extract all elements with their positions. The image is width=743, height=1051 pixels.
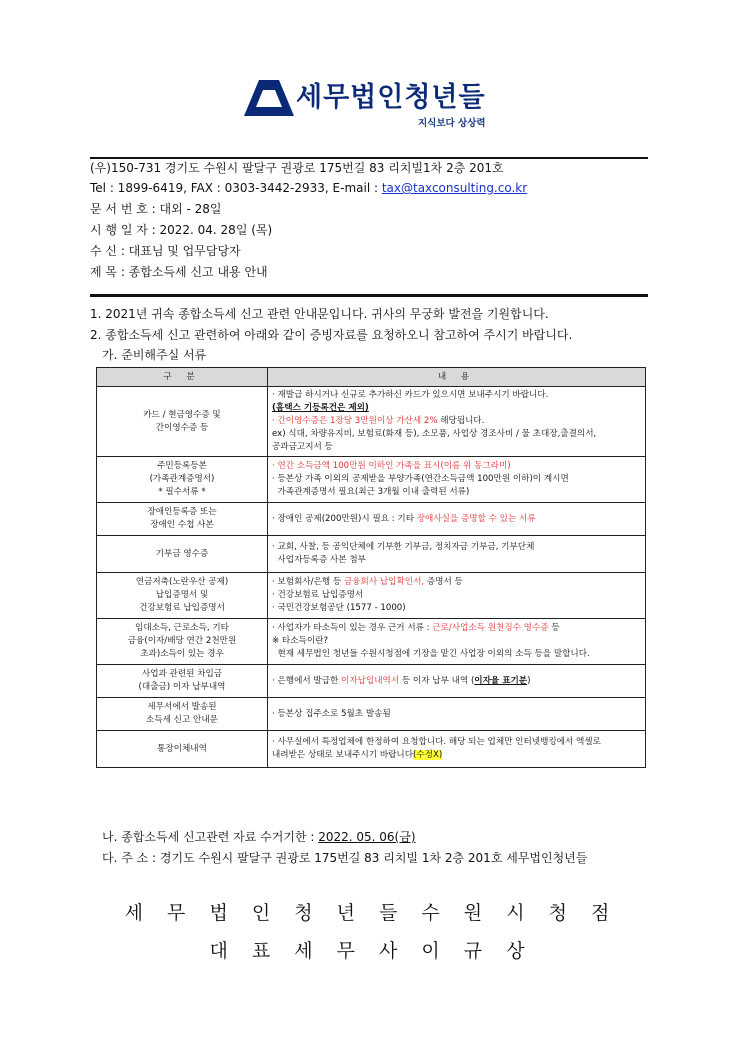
subject: 제 목 : 종합소득세 신고 내용 안내: [90, 265, 268, 279]
content-cell: [268, 536, 646, 573]
content-warning: · 연간 소득금액 100만원 이하인 가족을 표시(이름 위 동그라미): [272, 461, 511, 471]
content-text: (홈택스 기등록건은 제외): [272, 403, 369, 413]
section-c-address: 다. 주 소 : 경기도 수원시 팔달구 권광로 175번길 83 리치빌 1차 2층 201호 세무법인청년들: [102, 851, 588, 865]
content-text: 등 이자 납부 내역 (: [399, 675, 475, 686]
category-text: 납입증명서 및: [155, 590, 209, 600]
category-text: 장애인 수첩 사본: [150, 520, 214, 530]
section-a-heading: 가. 준비해주실 서류: [102, 348, 207, 362]
recipient: 수 신 : 대표님 및 업무담당자: [90, 244, 241, 258]
category-text: (대출금) 이자 납부내역: [138, 682, 226, 692]
content-warning: · 간이영수증은 1장당 3만원이상 가산세 2%: [272, 416, 438, 426]
notice-line-2: 2. 종합소득세 신고 관련하여 아래와 같이 증빙자료를 요청하오니 참고하여 주시기 바랍니다.: [90, 328, 573, 342]
contact-line: [90, 180, 527, 196]
category-text: 연금저축(노란우산 공제): [135, 577, 229, 587]
content-cell: [268, 457, 646, 503]
table-row: [97, 698, 646, 731]
category-cell: [97, 387, 268, 457]
required-documents-table: [96, 367, 646, 768]
category-cell: [97, 731, 268, 768]
category-text: 카드 / 현금영수증 및: [143, 409, 221, 420]
category-text: 건강보험료 납입증명서: [139, 603, 225, 613]
category-cell: [97, 573, 268, 619]
category-text: 기부금 영수증: [155, 548, 209, 559]
category-text: 금융(이자/배당 연간 2천만원: [127, 636, 237, 646]
category-text: (가족관계증명서): [149, 474, 215, 484]
category-text: 장애인등록증 또는: [147, 507, 217, 517]
content-text: · 교회, 사찰, 등 공익단체에 기부한 기부금, 정치자금 기부금, 기부단체: [272, 542, 535, 552]
content-cell: [268, 619, 646, 665]
content-text: 공과금고지서 등: [272, 442, 333, 452]
content-text: · 재발급 하시거나 신규로 추가하신 카드가 있으시면 보내주시기 바랍니다.: [272, 390, 549, 400]
category-text: 주민등록등본: [157, 461, 207, 471]
content-text: 현재 세무법인 청년들 수원시청점에 기장을 맡긴 사업장 이외의 소득 등을 말합니다.: [272, 649, 590, 659]
notice-line-1: 1. 2021년 귀속 종합소득세 신고 관련 안내문입니다. 귀사의 무궁화 발전을 기원합니다.: [90, 307, 549, 321]
content-text: 증명서 등: [424, 577, 463, 587]
content-text: · 등본상 집주소로 5월초 발송됨: [272, 708, 391, 719]
table-row: [97, 536, 646, 573]
content-text: · 장애인 공제(200만원)시 필요 : 기타: [272, 513, 417, 524]
category-cell: [97, 665, 268, 698]
content-text: · 등본상 가족 이외의 공제받을 부양가족(연간소득금액 100만원 이하)이 계시면: [272, 474, 569, 484]
email-link[interactable]: tax@taxconsulting.co.kr: [381, 181, 528, 195]
table-row: [97, 619, 646, 665]
category-text: 세무서에서 발송된: [147, 702, 217, 712]
document-number: 문 서 번 호 : 대외 - 28일: [90, 202, 222, 216]
table-row: [97, 573, 646, 619]
category-text: 초과)소득이 있는 경우: [140, 649, 224, 659]
section-b-deadline: [102, 829, 416, 845]
content-cell: [268, 731, 646, 768]
content-text: ex) 식대, 차량유지비, 보험료(화재 등), 소모품, 사업상 경조사비 / 물 초대장,출결의서,: [272, 429, 597, 439]
header-bottom-rule: [90, 294, 648, 297]
content-text: · 은행에서 발급한: [272, 675, 342, 686]
content-warning: 이자납입내역서: [341, 675, 400, 686]
triangle-logo-icon: [244, 80, 294, 116]
content-text: 내려받은 상태로 보내주시기 바랍니다: [272, 750, 414, 760]
category-text: 간이영수증 등: [155, 422, 209, 433]
deadline-date: 2022. 05. 06(금): [318, 830, 416, 844]
content-cell: [268, 665, 646, 698]
content-cell: [268, 387, 646, 457]
office-name: 세 무 법 인 청 년 들 수 원 시 청 점: [124, 902, 619, 924]
highlighted-note: (수정X): [413, 750, 443, 760]
table-row: [97, 387, 646, 457]
table-row: [97, 503, 646, 536]
content-text: · 건강보험료 납입증명서: [272, 590, 364, 600]
address-line: (우)150-731 경기도 수원시 팔달구 권광로 175번길 83 리치빌1차 2층 201호: [90, 161, 504, 175]
content-text: 해당됩니다.: [437, 416, 485, 426]
table-row: [97, 665, 646, 698]
content-emphasis: 이자율 표기분: [474, 675, 528, 686]
logo-tagline: 지식보다 상상력: [418, 118, 486, 129]
representative-name: 대 표 세 무 사 이 규 상: [209, 940, 534, 962]
content-text: · 사업자가 타소득이 있는 경우 근거 서류 :: [272, 623, 433, 633]
content-text: · 국민건강보험공단 (1577 - 1000): [272, 603, 406, 613]
category-text: 사업과 관련된 차입금: [141, 669, 223, 679]
category-text: 임대소득, 근로소득, 기타: [135, 623, 229, 633]
category-text: 소득세 신고 안내문: [146, 715, 218, 725]
logo-name: 세무법인청년들: [296, 82, 486, 113]
contact-text: Tel : 1899-6419, FAX : 0303-3442-2933, E-mail :: [90, 181, 382, 195]
content-text: 사업자등록증 사본 첨부: [272, 555, 366, 565]
content-text: 가족관계증명서 필요(최근 3개월 이내 출력된 서류): [272, 487, 470, 497]
content-cell: [268, 698, 646, 731]
header-top-rule: [90, 157, 648, 159]
table-header-row: [97, 368, 646, 387]
content-header: 내 용: [268, 368, 646, 387]
content-warning: 근로/사업소득 원천징수 영수증: [432, 623, 549, 633]
category-cell: [97, 503, 268, 536]
content-cell: [268, 573, 646, 619]
content-text: ): [527, 675, 531, 686]
content-text: · 사무실에서 특정업체에 한정하여 요청합니다. 해당 되는 업체만 인터넷뱅킹에서 엑셀로: [272, 737, 601, 747]
issue-date: 시 행 일 자 : 2022. 04. 28일 (목): [90, 223, 273, 237]
content-cell: [268, 503, 646, 536]
content-warning: 장애사실을 증명할 수 있는 서류: [416, 513, 536, 524]
category-cell: [97, 619, 268, 665]
category-cell: [97, 457, 268, 503]
category-header: 구 분: [97, 368, 268, 387]
company-logo: [244, 80, 514, 130]
deadline-label: 나. 종합소득세 신고관련 자료 수거기한 :: [102, 830, 319, 844]
table-row: [97, 731, 646, 768]
category-text: 통장이체내역: [157, 743, 207, 754]
content-text: 등: [548, 623, 560, 633]
content-text: ※ 타소득이란?: [272, 636, 329, 646]
table-row: [97, 457, 646, 503]
category-cell: [97, 536, 268, 573]
category-cell: [97, 698, 268, 731]
content-warning: 금융회사 납입확인서,: [343, 577, 425, 587]
content-text: · 보험회사/은행 등: [272, 577, 344, 587]
category-text: * 필수서류 *: [158, 487, 206, 497]
